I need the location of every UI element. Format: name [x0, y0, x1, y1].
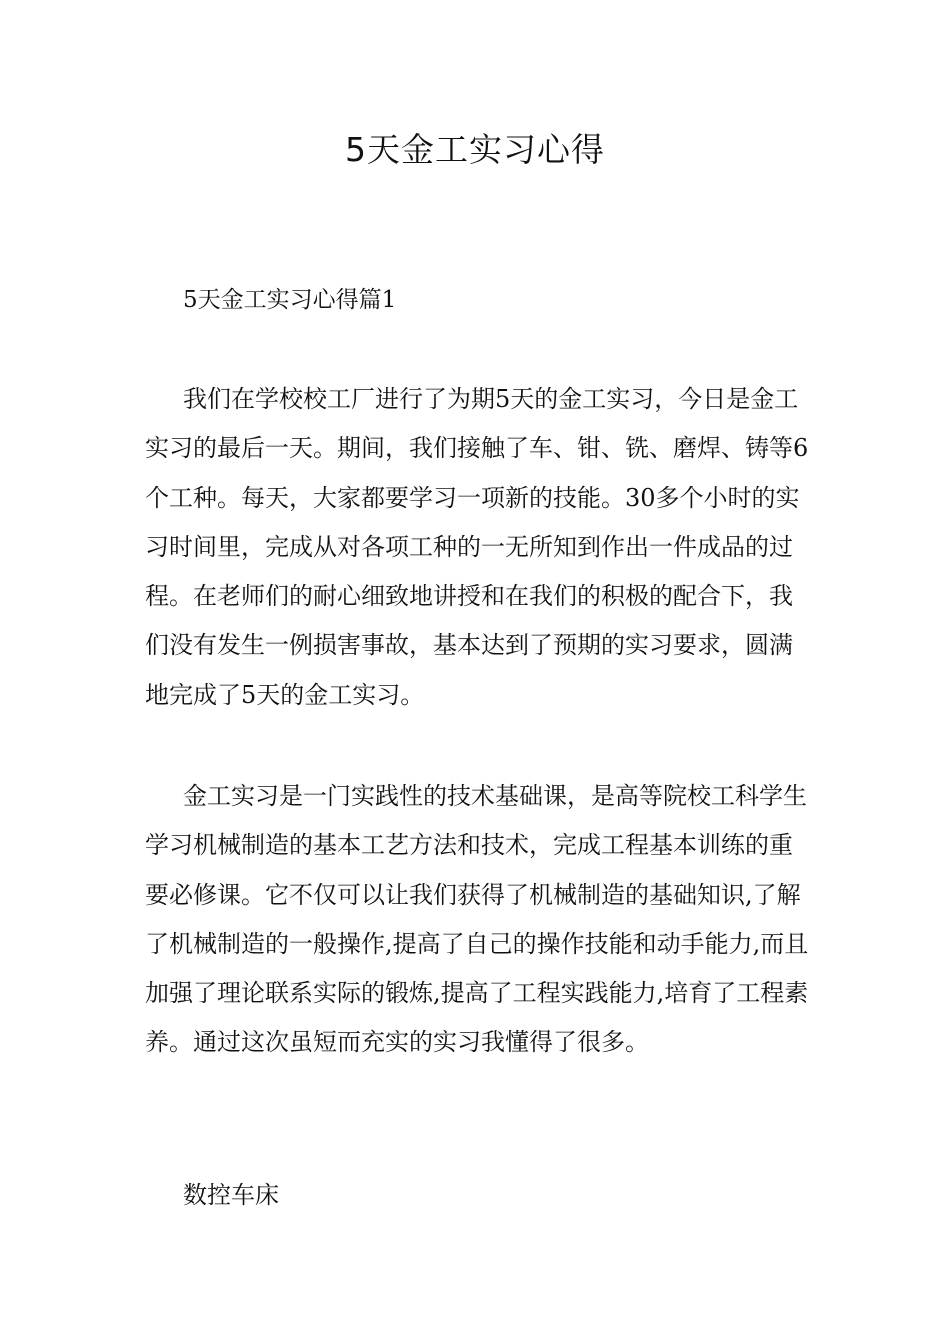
- document-title: 5天金工实习心得: [345, 130, 605, 169]
- paragraph-1: 我们在学校校工厂进行了为期5天的金工实习，今日是金工实习的最后一天。期间，我们接触了车、钳、铣、磨焊、铸等6个工种。每天，大家都要学习一项新的技能。30多个小时的实习时间里，完成从对各项工种的一无所知到作出一件成品的过程。在老师们的耐心细致地讲授和在我们的积极的配合下，我们没有发生一例损害事故，基本达到了预期的实习要求，圆满地完成了5天的金工实习。: [145, 385, 809, 709]
- sub-heading-cnc-lathe: 数控车床: [183, 1181, 279, 1209]
- section-heading: 5天金工实习心得篇1: [183, 287, 397, 313]
- paragraph-2: 金工实习是一门实践性的技术基础课，是高等院校工科学生学习机械制造的基本工艺方法和技术，完成工程基本训练的重要必修课。它不仅可以让我们获得了机械制造的基础知识,了解了机械制造的一般操作,提高了自己的操作技能和动手能力,而且加强了理论联系实际的锻炼,提高了工程实践能力,培育了工程素养。通过这次虽短而充实的实习我懂得了很多。: [145, 782, 809, 1057]
